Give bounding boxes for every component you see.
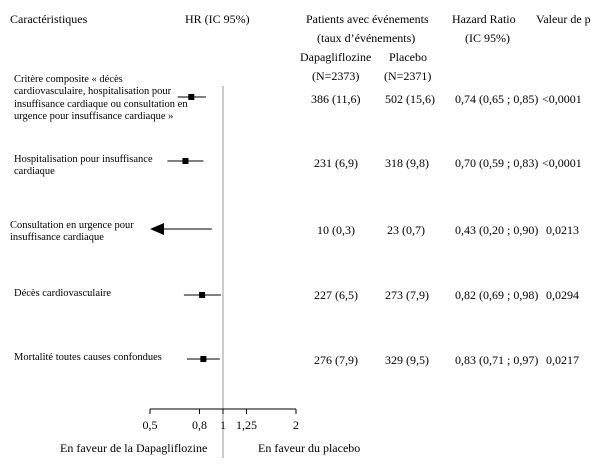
row-hr-text: 0,43 (0,20 ; 0,90) <box>455 223 539 237</box>
ci-arrow-left <box>150 223 164 235</box>
header-dapa-n: (N=2373) <box>312 69 360 83</box>
favours-dapa-label: En faveur de la Dapagliflozine <box>60 441 208 455</box>
row-dapa-value: 386 (11,6) <box>311 92 361 106</box>
x-tick-label: 2 <box>293 418 299 432</box>
row-p-value: <0,0001 <box>542 92 582 106</box>
header-placebo-name: Placebo <box>389 50 427 64</box>
row-placebo-value: 329 (9,5) <box>385 353 429 367</box>
row-p-value: <0,0001 <box>542 156 582 170</box>
row-label: Hospitalisation pour insuffisance cardiaque <box>14 154 153 178</box>
row-label: Critère composite « décès cardiovasculaire, hospitalisation pour insuffisance cardiaque ou consultation en urgence pour insuffisance cardiaque » <box>14 74 188 123</box>
row-p-value: 0,0294 <box>546 288 579 302</box>
row-label: Décès cardiovasculaire <box>14 288 112 299</box>
row-label: Consultation en urgence pour insuffisance cardiaque <box>10 220 134 244</box>
hr-point <box>182 158 188 164</box>
row-hr-text: 0,82 (0,69 ; 0,98) <box>455 288 539 302</box>
header-patients-line1: Patients avec événements <box>306 12 429 26</box>
row-p-value: 0,0217 <box>546 353 579 367</box>
header-p-value: Valeur de p <box>536 12 591 26</box>
header-characteristics: Caractéristiques <box>10 12 88 26</box>
header-hr-ci: HR (IC 95%) <box>185 12 250 26</box>
x-tick-label: 0,8 <box>191 418 207 432</box>
header-patients-line2: (taux d’événements) <box>317 31 416 45</box>
row-placebo-value: 502 (15,6) <box>385 92 435 106</box>
header-hazard-ci: (IC 95%) <box>465 31 510 45</box>
header-dapa-name: Dapagliflozine <box>300 50 372 64</box>
row-p-value: 0,0213 <box>546 223 579 237</box>
row-dapa-value: 276 (7,9) <box>314 353 358 367</box>
favours-placebo-label: En faveur du placebo <box>258 441 361 455</box>
row-hr-text: 0,83 (0,71 ; 0,97) <box>455 353 539 367</box>
hr-point <box>199 292 205 298</box>
x-tick-label: 1,25 <box>236 418 258 432</box>
row-hr-text: 0,70 (0,59 ; 0,83) <box>455 156 539 170</box>
x-tick-label: 0,5 <box>142 418 158 432</box>
row-dapa-value: 227 (6,5) <box>314 288 358 302</box>
header-hazard-ratio: Hazard Ratio <box>452 12 516 26</box>
row-placebo-value: 23 (0,7) <box>387 223 425 237</box>
header-placebo-n: (N=2371) <box>384 69 432 83</box>
row-dapa-value: 10 (0,3) <box>317 223 355 237</box>
row-label: Mortalité toutes causes confondues <box>14 352 162 363</box>
row-hr-text: 0,74 (0,65 ; 0,85) <box>455 92 539 106</box>
row-placebo-value: 318 (9,8) <box>385 156 429 170</box>
row-placebo-value: 273 (7,9) <box>385 288 429 302</box>
row-dapa-value: 231 (6,9) <box>314 156 358 170</box>
hr-point <box>188 94 194 100</box>
hr-point <box>200 356 206 362</box>
x-tick-label: 1 <box>220 418 226 432</box>
